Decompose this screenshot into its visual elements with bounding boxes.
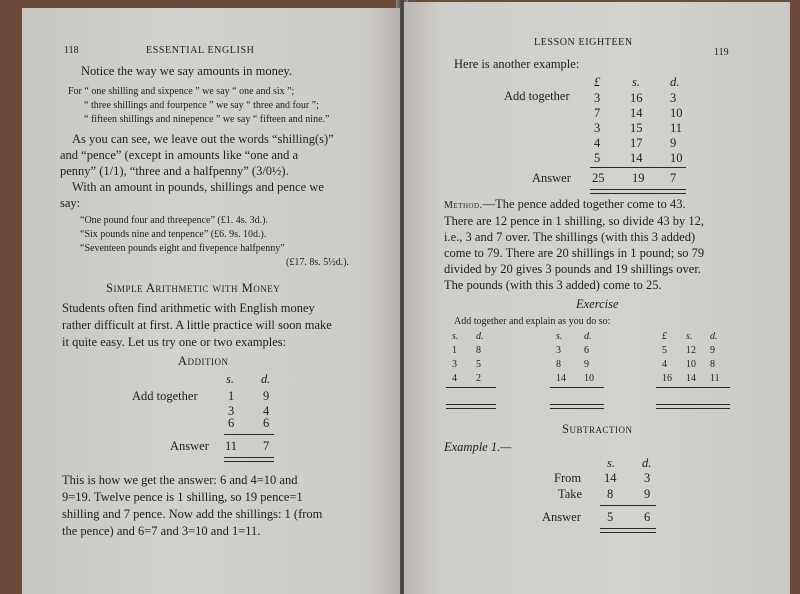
right-page bbox=[404, 2, 790, 594]
paragraph-line: There are 12 pence in 1 shilling, so divide 43 by 12, bbox=[444, 214, 705, 228]
exercise-value: 11 bbox=[710, 373, 720, 384]
sum-rule bbox=[600, 505, 656, 506]
answer-value: 7 bbox=[670, 171, 677, 185]
exercise-column-header: s. bbox=[556, 331, 563, 342]
answer-label: Answer bbox=[532, 171, 571, 185]
column-header-pence: d. bbox=[670, 75, 680, 89]
sum-value: 7 bbox=[594, 106, 601, 120]
paragraph-line: it quite easy. Let us try one or two examples: bbox=[62, 335, 287, 349]
method-line: Method.—The pence added together come to 43. bbox=[444, 197, 686, 211]
sum-label: From bbox=[554, 471, 582, 485]
column-header-shillings: s. bbox=[607, 456, 615, 470]
exercise-value: 3 bbox=[452, 359, 457, 370]
exercise-rule bbox=[656, 387, 730, 388]
money-example: For “ one shilling and sixpence ” we say “ one and six ”; bbox=[68, 86, 295, 97]
exercise-value: 9 bbox=[584, 359, 589, 370]
sum-value: 4 bbox=[594, 136, 601, 150]
exercise-value: 16 bbox=[662, 373, 672, 384]
exercise-value: 4 bbox=[452, 373, 457, 384]
pounds-example: “Seventeen pounds eight and fivepence halfpenny” bbox=[80, 243, 285, 254]
exercise-column-header: £ bbox=[662, 331, 667, 342]
paragraph-line: i.e., 3 and 7 over. The shillings (with this 3 added) bbox=[444, 230, 696, 244]
sum-value: 9 bbox=[263, 389, 270, 403]
page-number: 118 bbox=[64, 45, 79, 56]
exercise-value: 5 bbox=[476, 359, 481, 370]
sum-value: 4 bbox=[263, 404, 270, 418]
exercise-value: 4 bbox=[662, 359, 667, 370]
sum-value: 3 bbox=[670, 91, 677, 105]
paragraph-line: This is how we get the answer: 6 and 4=10 and bbox=[62, 473, 298, 487]
exercise-double-rule bbox=[446, 404, 496, 409]
exercise-value: 8 bbox=[476, 345, 481, 356]
intro-text: Notice the way we say amounts in money. bbox=[81, 64, 292, 78]
addition-heading: Addition bbox=[178, 354, 229, 368]
paragraph-line: say: bbox=[60, 196, 81, 210]
sum-value: 11 bbox=[670, 121, 683, 135]
sum-value: 3 bbox=[228, 404, 235, 418]
exercise-value: 6 bbox=[584, 345, 589, 356]
example-label: Example 1.— bbox=[444, 440, 512, 454]
answer-double-rule bbox=[224, 457, 274, 462]
sum-label: Add together bbox=[132, 389, 198, 403]
paragraph-line: come to 79. There are 20 shillings in 1 pound; so 79 bbox=[444, 246, 705, 260]
paragraph-line: 9=19. Twelve pence is 1 shilling, so 19 pence=1 bbox=[62, 490, 303, 504]
answer-value: 25 bbox=[592, 171, 605, 185]
running-head: ESSENTIAL ENGLISH bbox=[146, 45, 255, 56]
paragraph-line: shilling and 7 pence. Now add the shillings: 1 (from bbox=[62, 507, 323, 521]
sum-value: 10 bbox=[670, 151, 683, 165]
pounds-example: “One pound four and threepence” (£1. 4s. 3d.). bbox=[80, 215, 268, 226]
money-example: “ fifteen shillings and ninepence ” we say “ fifteen and nine.” bbox=[84, 114, 330, 125]
column-header-shillings: s. bbox=[632, 75, 640, 89]
sum-value: 16 bbox=[630, 91, 643, 105]
exercise-rule bbox=[550, 387, 604, 388]
exercise-column-header: d. bbox=[584, 331, 592, 342]
subtraction-heading: Subtraction bbox=[562, 422, 633, 436]
sum-rule bbox=[224, 434, 274, 435]
exercise-column-header: s. bbox=[686, 331, 693, 342]
sum-value: 3 bbox=[594, 91, 601, 105]
sum-value: 3 bbox=[644, 471, 651, 485]
exercise-rule bbox=[446, 387, 496, 388]
money-example: “ three shillings and fourpence ” we say “ three and four ”; bbox=[84, 100, 319, 111]
exercise-column-header: d. bbox=[710, 331, 718, 342]
paragraph-line: The pounds (with this 3 added) come to 25. bbox=[444, 278, 662, 292]
exercise-double-rule bbox=[656, 404, 730, 409]
exercise-value: 8 bbox=[556, 359, 561, 370]
pounds-example: “Six pounds nine and tenpence” (£6. 9s. 10d.). bbox=[80, 229, 267, 240]
answer-value: 11 bbox=[225, 439, 238, 453]
sum-value: 14 bbox=[604, 471, 617, 485]
paragraph-line: divided by 20 gives 3 pounds and 19 shillings over. bbox=[444, 262, 701, 276]
answer-value: 5 bbox=[607, 510, 614, 524]
paragraph-line: penny” (1/1), “three and a halfpenny” (3/0½). bbox=[60, 164, 289, 178]
exercise-column-header: d. bbox=[476, 331, 484, 342]
sum-value: 1 bbox=[228, 389, 235, 403]
sum-rule bbox=[590, 167, 686, 168]
paragraph-line: With an amount in pounds, shillings and pence we bbox=[72, 180, 324, 194]
column-header-pounds: £ bbox=[594, 75, 601, 89]
column-header-pence: d. bbox=[642, 456, 652, 470]
exercise-value: 9 bbox=[710, 345, 715, 356]
intro-text: Here is another example: bbox=[454, 57, 580, 71]
answer-label: Answer bbox=[542, 510, 581, 524]
paragraph-line: the pence) and 6=7 and 3=10 and 1=11. bbox=[62, 524, 261, 538]
sum-value: 9 bbox=[644, 487, 651, 501]
exercise-value: 2 bbox=[476, 373, 481, 384]
exercise-value: 14 bbox=[686, 373, 696, 384]
sum-value: 17 bbox=[630, 136, 643, 150]
paragraph-line: Students often find arithmetic with English money bbox=[62, 301, 315, 315]
exercise-double-rule bbox=[550, 404, 604, 409]
exercise-value: 8 bbox=[710, 359, 715, 370]
exercise-value: 12 bbox=[686, 345, 696, 356]
running-head: LESSON EIGHTEEN bbox=[534, 37, 633, 48]
answer-double-rule bbox=[590, 189, 686, 194]
pounds-example: (£17. 8s. 5½d.). bbox=[286, 257, 350, 268]
left-page bbox=[22, 8, 400, 594]
sum-value: 3 bbox=[594, 121, 601, 135]
exercise-value: 1 bbox=[452, 345, 457, 356]
sum-value: 6 bbox=[228, 416, 235, 430]
sum-value: 15 bbox=[630, 121, 643, 135]
sum-value: 14 bbox=[630, 106, 643, 120]
method-label: Method. bbox=[444, 200, 483, 211]
exercise-column-header: s. bbox=[452, 331, 459, 342]
sum-value: 10 bbox=[670, 106, 683, 120]
exercise-value: 3 bbox=[556, 345, 561, 356]
exercise-value: 10 bbox=[686, 359, 696, 370]
exercise-value: 14 bbox=[556, 373, 566, 384]
paragraph-line: rather difficult at first. A little practice will soon make bbox=[62, 318, 332, 332]
column-header-shillings: s. bbox=[226, 372, 234, 386]
column-header-pence: d. bbox=[261, 372, 271, 386]
answer-double-rule bbox=[600, 528, 656, 533]
exercise-instruction: Add together and explain as you do so: bbox=[454, 316, 611, 327]
page-number: 119 bbox=[714, 47, 729, 58]
answer-value: 6 bbox=[644, 510, 651, 524]
sum-label: Take bbox=[558, 487, 583, 501]
exercise-heading: Exercise bbox=[576, 297, 619, 311]
answer-label: Answer bbox=[170, 439, 209, 453]
paragraph-line: As you can see, we leave out the words “shilling(s)” bbox=[72, 132, 334, 146]
sum-value: 8 bbox=[607, 487, 614, 501]
sum-value: 5 bbox=[594, 151, 601, 165]
section-heading: Simple Arithmetic with Money bbox=[106, 281, 281, 295]
answer-value: 19 bbox=[632, 171, 645, 185]
paragraph-line: and “pence” (except in amounts like “one and a bbox=[60, 148, 299, 162]
sum-value: 14 bbox=[630, 151, 643, 165]
exercise-value: 5 bbox=[662, 345, 667, 356]
exercise-value: 10 bbox=[584, 373, 594, 384]
sum-value: 6 bbox=[263, 416, 270, 430]
sum-label: Add together bbox=[504, 89, 570, 103]
answer-value: 7 bbox=[263, 439, 270, 453]
sum-value: 9 bbox=[670, 136, 677, 150]
